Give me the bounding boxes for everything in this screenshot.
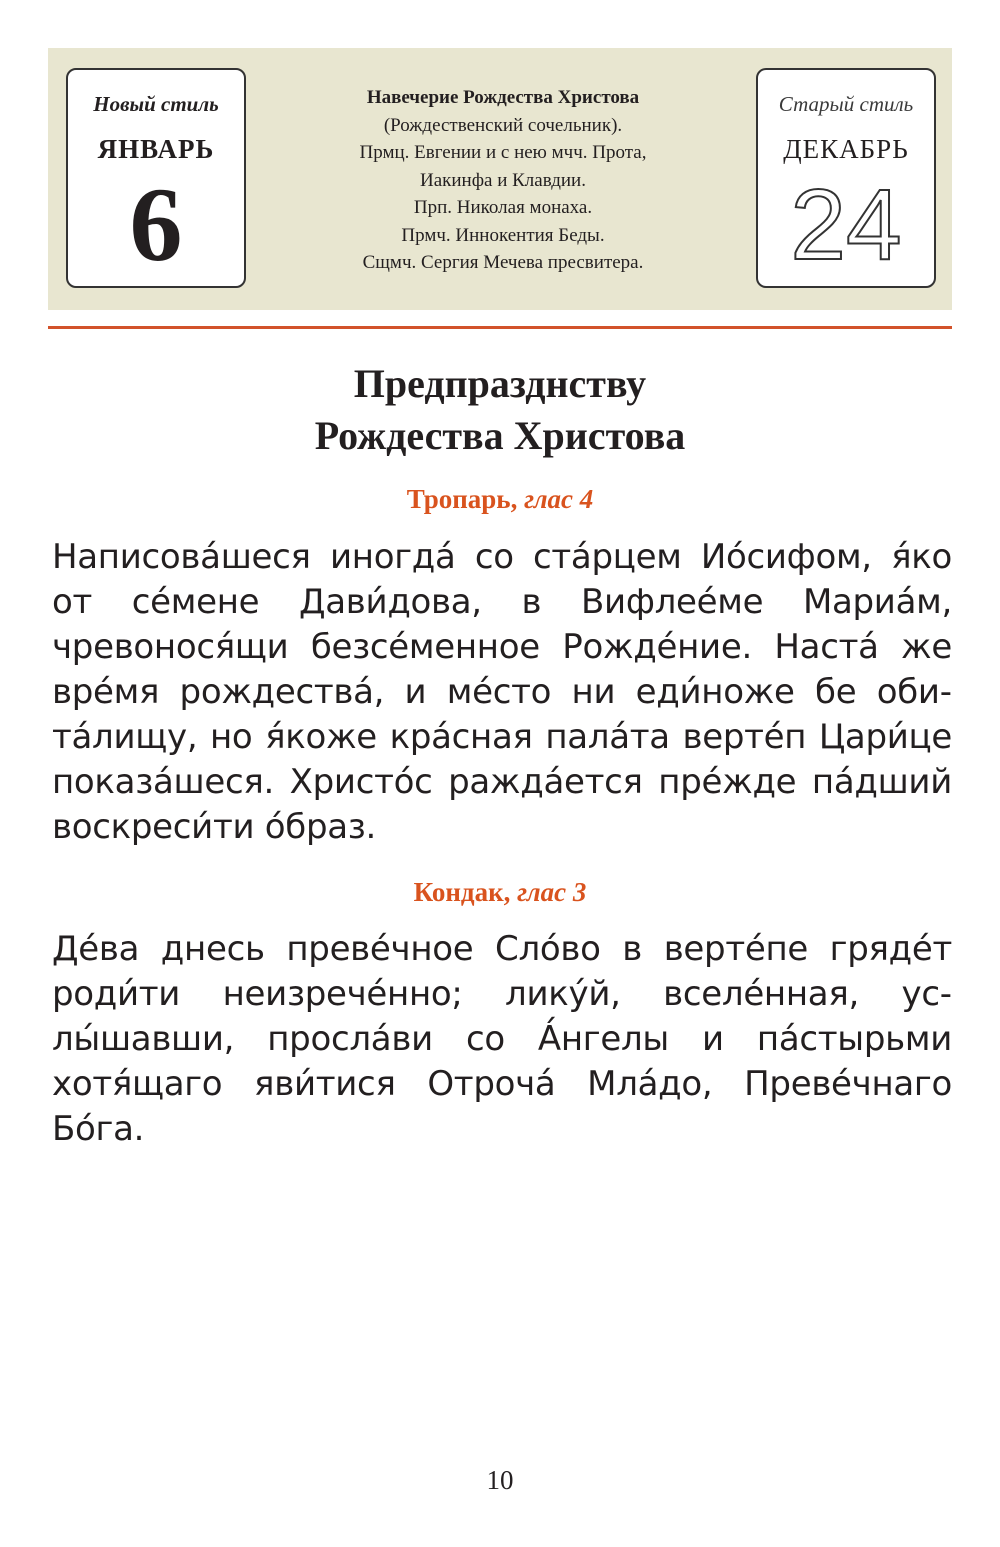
feast-line: Прмч. Иннокентия Беды. bbox=[401, 224, 605, 246]
new-style-date-box bbox=[66, 68, 246, 288]
page-title-line: Рождества Христова bbox=[314, 413, 686, 458]
page-title bbox=[0, 358, 1000, 462]
new-style-label: Новый стиль bbox=[93, 92, 219, 116]
old-style-date-box bbox=[756, 68, 936, 288]
feast-line: Прп. Николая монаха. bbox=[413, 197, 593, 218]
section-divider bbox=[48, 326, 952, 329]
old-style-day: 24 bbox=[790, 169, 902, 281]
calendar-header bbox=[48, 48, 952, 310]
feast-line: (Рождественский сочельник). bbox=[383, 114, 623, 136]
old-style-month: ДЕКАБРЬ bbox=[783, 134, 909, 164]
kontakion-text: Де́ва днесь преве́чное Сло́во в верте́пе гряде́т роди́ти неизрече́нно; лику́й, вселе́нная, услы́шавши, просла́ви со А́нгелы и па́стырьми хотя́щаго яви́тися Отроча́ Мла́до, Преве́чнаго Бо́га. bbox=[52, 929, 952, 1149]
troparion-heading-label: Тропарь, bbox=[406, 484, 518, 514]
kontakion-heading-label: Кондак, bbox=[413, 877, 511, 907]
new-style-month: ЯНВАРЬ bbox=[97, 134, 215, 164]
troparion-heading bbox=[0, 484, 1000, 515]
page-title-line: Предпразднству bbox=[353, 361, 647, 406]
troparion-tone: глас 4 bbox=[524, 484, 594, 514]
feast-line: Прмц. Евгении и с нею мчч. Прота, bbox=[359, 142, 647, 163]
page-number: 10 bbox=[486, 1465, 514, 1495]
kontakion-tone: глас 3 bbox=[517, 877, 587, 907]
feast-title: Навечерие Рождества Христова bbox=[366, 87, 640, 108]
feast-line: Сщмч. Сергия Мечева пресвитера. bbox=[362, 252, 644, 273]
troparion-text: Написова́шеся иногда́ со ста́рцем Ио́сифом, я́ко от се́мене Дави́дова, в Вифлее́ме Мариа́м, чревонося́щи безсе́менное Рожде́ние. Наста́ же вре́мя рождества́, и ме́сто ни еди́ноже бе обита́лищу, но я́коже кра́сная пала́та верте́п Цари́це показа́шеся. Христо́с ражда́ется пре́жде па́дший воскреси́ти о́браз. bbox=[52, 537, 952, 847]
feast-line: Иакинфа и Клавдии. bbox=[420, 169, 586, 191]
old-style-label: Старый стиль bbox=[778, 92, 914, 116]
feast-description bbox=[278, 84, 728, 277]
kontakion-heading bbox=[0, 877, 1000, 908]
new-style-day: 6 bbox=[129, 166, 183, 283]
